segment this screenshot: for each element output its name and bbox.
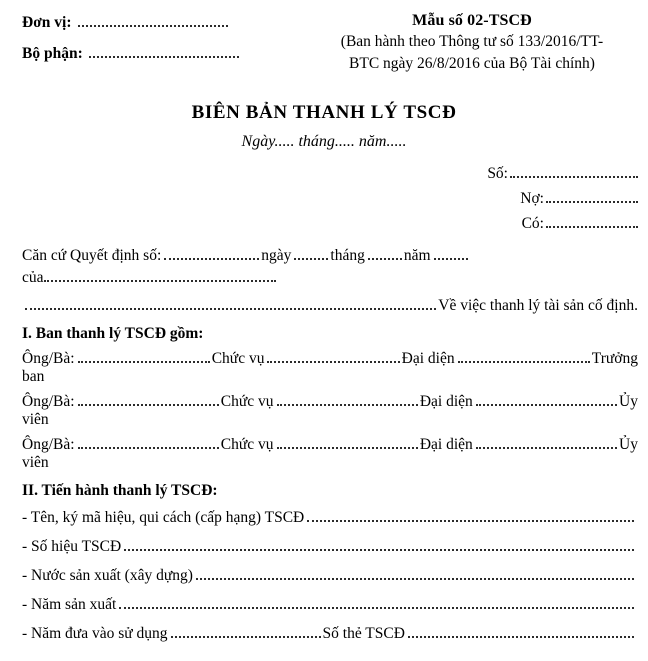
- credit-label: Có:: [521, 215, 544, 232]
- member-role-wrap: viên: [22, 454, 49, 471]
- asset-card-number-label: Số thẻ TSCĐ: [322, 625, 405, 642]
- department-field-row: [22, 45, 308, 63]
- asset-detail-row: [22, 538, 636, 556]
- debit-label: Nợ:: [520, 190, 544, 207]
- department-label: Bộ phận:: [22, 45, 83, 62]
- unit-field-row: [22, 14, 308, 32]
- asset-year-used-label: - Năm đưa vào sử dụng: [22, 625, 168, 642]
- unit-input-line[interactable]: [78, 25, 228, 27]
- member-representative-input-line[interactable]: [476, 404, 617, 406]
- credit-input-line[interactable]: [546, 226, 638, 228]
- issuer-row: [22, 269, 638, 287]
- member-name-label: Ông/Bà:: [22, 393, 75, 410]
- member-row: [22, 436, 638, 454]
- department-input-line[interactable]: [89, 56, 239, 58]
- day-input-line[interactable]: [294, 258, 328, 260]
- member-position-input-line[interactable]: [267, 361, 399, 363]
- asset-name-label: - Tên, ký mã hiệu, qui cách (cấp hạng) TSCĐ: [22, 509, 305, 526]
- number-label: Số:: [487, 165, 508, 182]
- title-block: [8, 102, 640, 151]
- decision-number-input-line[interactable]: [164, 258, 259, 260]
- asset-detail-row: [22, 509, 636, 527]
- member-representative-label: Đại diện: [419, 393, 473, 410]
- member-role-wrap: ban: [22, 368, 45, 385]
- member-representative-label: Đại diện: [419, 436, 473, 453]
- member-role: Ủy: [619, 393, 638, 410]
- subject-text: Về việc thanh lý tài sản cố định.: [438, 297, 638, 314]
- reference-numbers-block: [8, 165, 640, 233]
- asset-year-used-input-line[interactable]: [171, 636, 321, 638]
- member-role-wrap: viên: [22, 411, 49, 428]
- asset-name-input-line[interactable]: [307, 520, 634, 522]
- member-name-input-line[interactable]: [78, 447, 219, 449]
- member-position-input-line[interactable]: [277, 447, 418, 449]
- member-role: Ủy: [619, 436, 638, 453]
- asset-detail-row: [22, 625, 636, 643]
- issuer-label: của: [22, 269, 44, 286]
- asset-detail-row: [22, 567, 636, 585]
- form-issue-line-1: (Ban hành theo Thông tư số 133/2016/TT-: [340, 33, 604, 51]
- month-input-line[interactable]: [368, 258, 402, 260]
- year-input-line[interactable]: [434, 258, 468, 260]
- day-label: ngày: [261, 247, 292, 264]
- asset-code-label: - Số hiệu TSCĐ: [22, 538, 122, 555]
- header-left-fields: [8, 10, 308, 76]
- debit-input-line[interactable]: [546, 201, 638, 203]
- document-date-line: Ngày..... tháng..... năm.....: [241, 133, 407, 150]
- member-name-label: Ông/Bà:: [22, 350, 75, 367]
- member-position-label: Chức vụ: [211, 350, 265, 367]
- subject-input-line[interactable]: [25, 308, 436, 310]
- asset-card-number-input-line[interactable]: [408, 636, 634, 638]
- asset-origin-label: - Nước sản xuất (xây dựng): [22, 567, 193, 584]
- member-position-label: Chức vụ: [220, 393, 274, 410]
- asset-detail-row: [22, 596, 636, 614]
- document-header: [8, 10, 640, 76]
- asset-origin-input-line[interactable]: [196, 578, 634, 580]
- month-label: tháng: [330, 247, 365, 264]
- issuer-input-line[interactable]: [44, 280, 276, 282]
- committee-member-entry: [22, 436, 638, 472]
- asset-code-input-line[interactable]: [124, 549, 634, 551]
- subject-row: [22, 297, 638, 315]
- asset-year-made-input-line[interactable]: [119, 607, 634, 609]
- member-name-input-line[interactable]: [78, 404, 219, 406]
- member-row: [22, 350, 638, 368]
- form-code: Mẫu số 02-TSCĐ: [412, 12, 532, 29]
- form-issue-line-2: BTC ngày 26/8/2016 của Bộ Tài chính): [349, 54, 595, 72]
- member-row: [22, 393, 638, 411]
- number-field-row: [8, 165, 638, 183]
- section-one-heading: I. Ban thanh lý TSCĐ gồm:: [22, 325, 204, 342]
- member-name-label: Ông/Bà:: [22, 436, 75, 453]
- form-reference-block: [308, 10, 640, 74]
- member-representative-label: Đại diện: [401, 350, 455, 367]
- member-position-input-line[interactable]: [277, 404, 418, 406]
- debit-field-row: [8, 190, 638, 208]
- decision-basis-row: [22, 247, 638, 265]
- decision-basis-label: Căn cứ Quyết định số:: [22, 247, 162, 264]
- member-name-input-line[interactable]: [78, 361, 210, 363]
- year-label: năm: [403, 247, 431, 264]
- committee-member-entry: [22, 393, 638, 429]
- asset-details-block: [8, 509, 640, 643]
- member-representative-input-line[interactable]: [476, 447, 617, 449]
- credit-field-row: [8, 215, 638, 233]
- asset-year-made-label: - Năm sản xuất: [22, 596, 117, 613]
- number-input-line[interactable]: [510, 176, 638, 178]
- intro-block: [8, 247, 640, 315]
- unit-label: Đơn vị:: [22, 14, 72, 31]
- committee-members-block: [8, 350, 640, 472]
- page-title: BIÊN BẢN THANH LÝ TSCĐ: [191, 102, 457, 123]
- member-representative-input-line[interactable]: [458, 361, 590, 363]
- committee-member-entry: [22, 350, 638, 386]
- member-role: Trưởng: [591, 350, 638, 367]
- member-position-label: Chức vụ: [220, 436, 274, 453]
- section-two-heading: II. Tiến hành thanh lý TSCĐ:: [22, 482, 218, 499]
